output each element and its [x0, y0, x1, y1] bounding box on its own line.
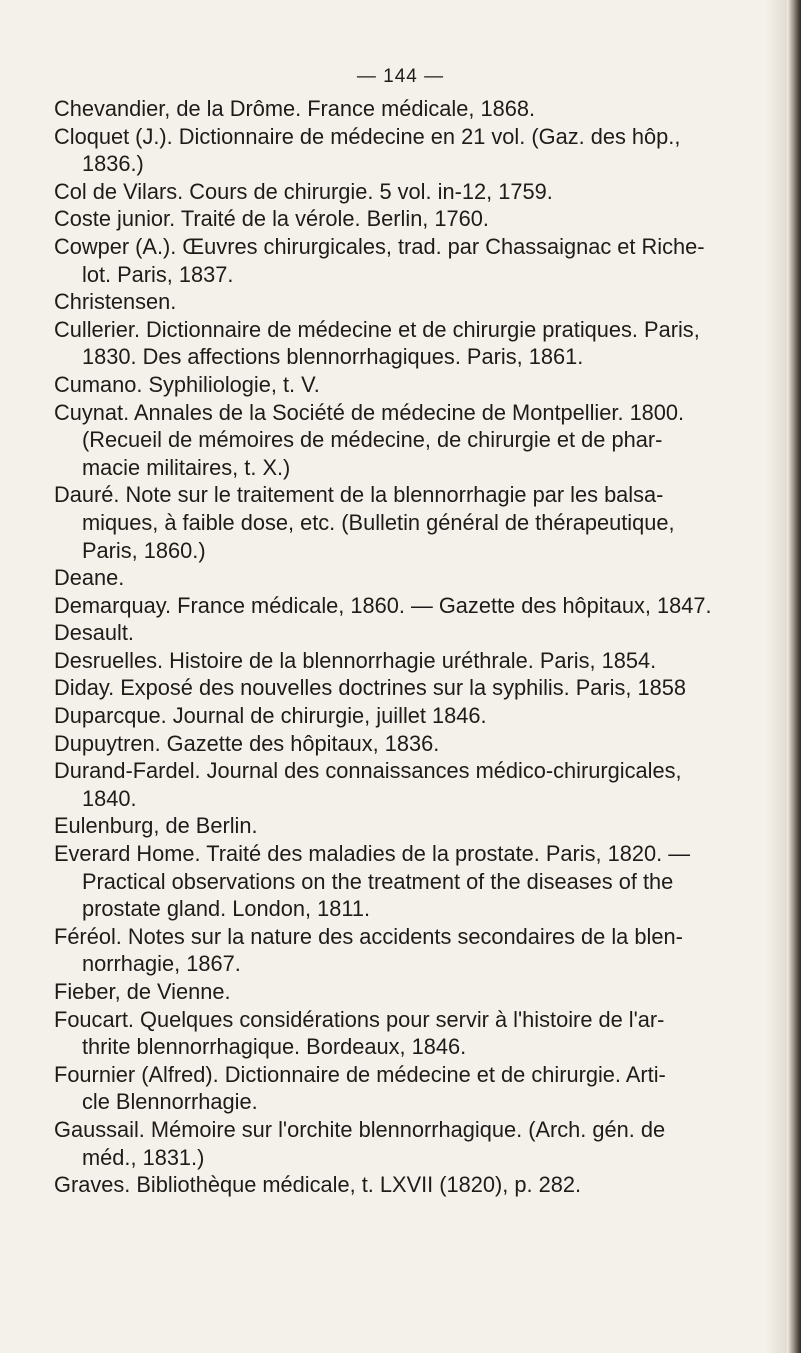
bibliography-entry: Chevandier, de la Drôme. France médicale, 1868.: [54, 96, 536, 121]
bibliography-entry: Coste junior. Traité de la vérole. Berlin, 1760.: [54, 206, 489, 232]
bibliography-list: [54, 95, 754, 1199]
page-number: — 144 —: [356, 66, 445, 87]
bibliography-entry: Dauré. Note sur le traitement de la blennorrhagie par les balsa- miques, à faible dose, etc. (Bulletin général de thérapeutique, Paris, 1860.): [54, 482, 675, 563]
bibliography-entry: Fournier (Alfred). Dictionnaire de médecine et de chirurgie. Arti- cle Blennorrhagie.: [54, 1061, 666, 1115]
bibliography-entry: Cloquet (J.). Dictionnaire de médecine en 21 vol. (Gaz. des hôp., 1836.): [54, 123, 681, 177]
bibliography-entry: Fieber, de Vienne.: [54, 979, 231, 1004]
bibliography-entry: Everard Home. Traité des maladies de la prostate. Paris, 1820. — Practical observations on the treatment of the diseases of the prostate gland. London, 1811.: [54, 841, 691, 922]
bibliography-entry: Cumano. Syphiliologie, t. V.: [54, 371, 320, 397]
page-edge-shade: [765, 0, 787, 1353]
bibliography-entry: Foucart. Quelques considérations pour servir à l'histoire de l'ar- thrite blennorrhagique. Bordeaux, 1846.: [54, 1006, 665, 1060]
bibliography-entry: Eulenburg, de Berlin.: [54, 813, 258, 839]
bibliography-entry: Graves. Bibliothèque médicale, t. LXVII (1820), p. 282.: [54, 1172, 582, 1198]
bibliography-entry: Desault.: [54, 620, 134, 646]
bibliography-entry: Cullerier. Dictionnaire de médecine et de chirurgie pratiques. Paris, 1830. Des affections blennorrhagiques. Paris, 1861.: [54, 316, 700, 370]
bibliography-entry: Dupuytren. Gazette des hôpitaux, 1836.: [54, 730, 440, 756]
bibliography-entry: Cowper (A.). Œuvres chirurgicales, trad. par Chassaignac et Riche- lot. Paris, 1837.: [54, 233, 705, 287]
bibliography-entry: Christensen.: [54, 289, 177, 315]
bibliography-entry: Col de Vilars. Cours de chirurgie. 5 vol. in-12, 1759.: [54, 178, 553, 204]
bibliography-entry: Duparcque. Journal de chirurgie, juillet 1846.: [54, 703, 487, 729]
bibliography-entry: Féréol. Notes sur la nature des accidents secondaires de la blen- norrhagie, 1867.: [54, 923, 683, 977]
bibliography-entry: Durand-Fardel. Journal des connaissances médico-chirurgicales, 1840.: [54, 758, 682, 811]
bibliography-entry: Desruelles. Histoire de la blennorrhagie uréthrale. Paris, 1854.: [54, 647, 657, 673]
bibliography-entry: Diday. Exposé des nouvelles doctrines sur la syphilis. Paris, 1858: [54, 675, 687, 701]
bibliography-entry: Gaussail. Mémoire sur l'orchite blennorrhagique. (Arch. gén. de méd., 1831.): [54, 1116, 666, 1170]
page-edge-shadow: [787, 0, 801, 1353]
bibliography-entry: Cuynat. Annales de la Société de médecine de Montpellier. 1800. (Recueil de mémoires de médecine, de chirurgie et de phar- macie militaires, t. X.): [54, 399, 685, 480]
bibliography-entry: Demarquay. France médicale, 1860. — Gazette des hôpitaux, 1847.: [54, 592, 712, 618]
bibliography-entry: Deane.: [54, 565, 125, 591]
